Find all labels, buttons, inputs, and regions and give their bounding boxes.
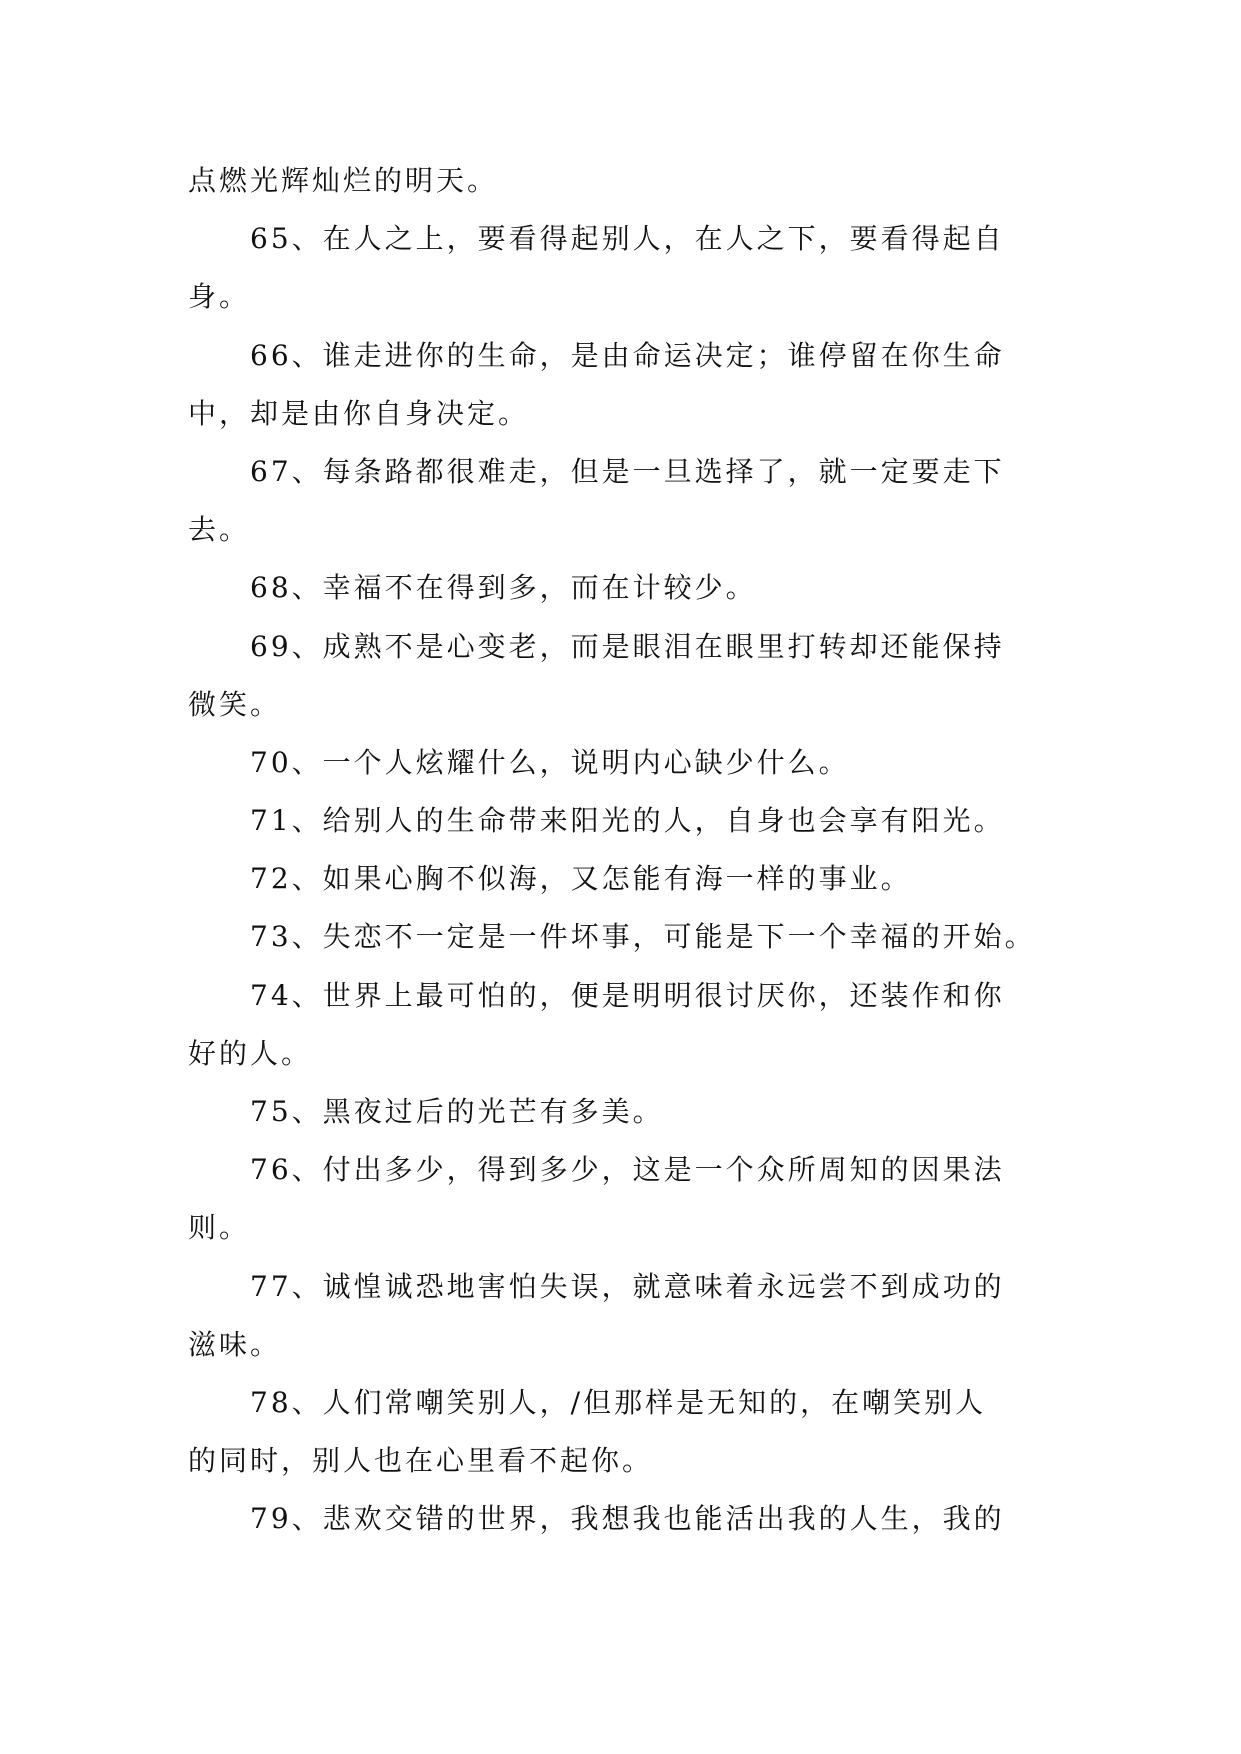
text-line: 点燃光辉灿烂的明天。 bbox=[188, 164, 499, 197]
text-line: 73、失恋不一定是一件坏事，可能是下一个幸福的开始。 bbox=[250, 920, 1036, 954]
text-line: 滋味。 bbox=[188, 1327, 282, 1361]
text-line: 69、成熟不是心变老，而是眼泪在眼里打转却还能保持 bbox=[250, 629, 1005, 663]
text-line: 好的人。 bbox=[188, 1036, 313, 1070]
text-line: 身。 bbox=[188, 280, 251, 314]
text-line: 66、谁走进你的生命，是由命运决定；谁停留在你生命 bbox=[250, 338, 1005, 372]
text-line: 79、悲欢交错的世界，我想我也能活出我的人生，我的 bbox=[250, 1502, 1005, 1536]
text-line: 65、在人之上，要看得起别人，在人之下，要看得起自 bbox=[250, 222, 1005, 256]
text-line: 76、付出多少，得到多少，这是一个众所周知的因果法 bbox=[250, 1153, 1005, 1187]
text-line: 77、诚惶诚恐地害怕失误，就意味着永远尝不到成功的 bbox=[250, 1269, 1005, 1303]
text-line: 68、幸福不在得到多，而在计较少。 bbox=[250, 571, 757, 605]
text-line: 78、人们常嘲笑别人，/但那样是无知的，在嘲笑别人 bbox=[250, 1385, 987, 1419]
text-line: 67、每条路都很难走，但是一旦选择了，就一定要走下 bbox=[250, 454, 1005, 488]
document-body-text bbox=[188, 152, 1058, 1549]
text-line: 微笑。 bbox=[188, 687, 282, 721]
text-line: 71、给别人的生命带来阳光的人，自身也会享有阳光。 bbox=[250, 804, 1005, 838]
text-line: 70、一个人炫耀什么，说明内心缺少什么。 bbox=[250, 745, 850, 779]
text-line: 74、世界上最可怕的，便是明明很讨厌你，还装作和你 bbox=[250, 978, 1005, 1012]
text-line: 去。 bbox=[188, 513, 251, 547]
text-line: 的同时，别人也在心里看不起你。 bbox=[188, 1444, 654, 1478]
text-line: 75、黑夜过后的光芒有多美。 bbox=[250, 1095, 664, 1128]
text-line: 则。 bbox=[188, 1211, 251, 1245]
text-line: 中，却是由你自身决定。 bbox=[188, 396, 530, 430]
text-line: 72、如果心胸不似海，又怎能有海一样的事业。 bbox=[250, 862, 912, 896]
